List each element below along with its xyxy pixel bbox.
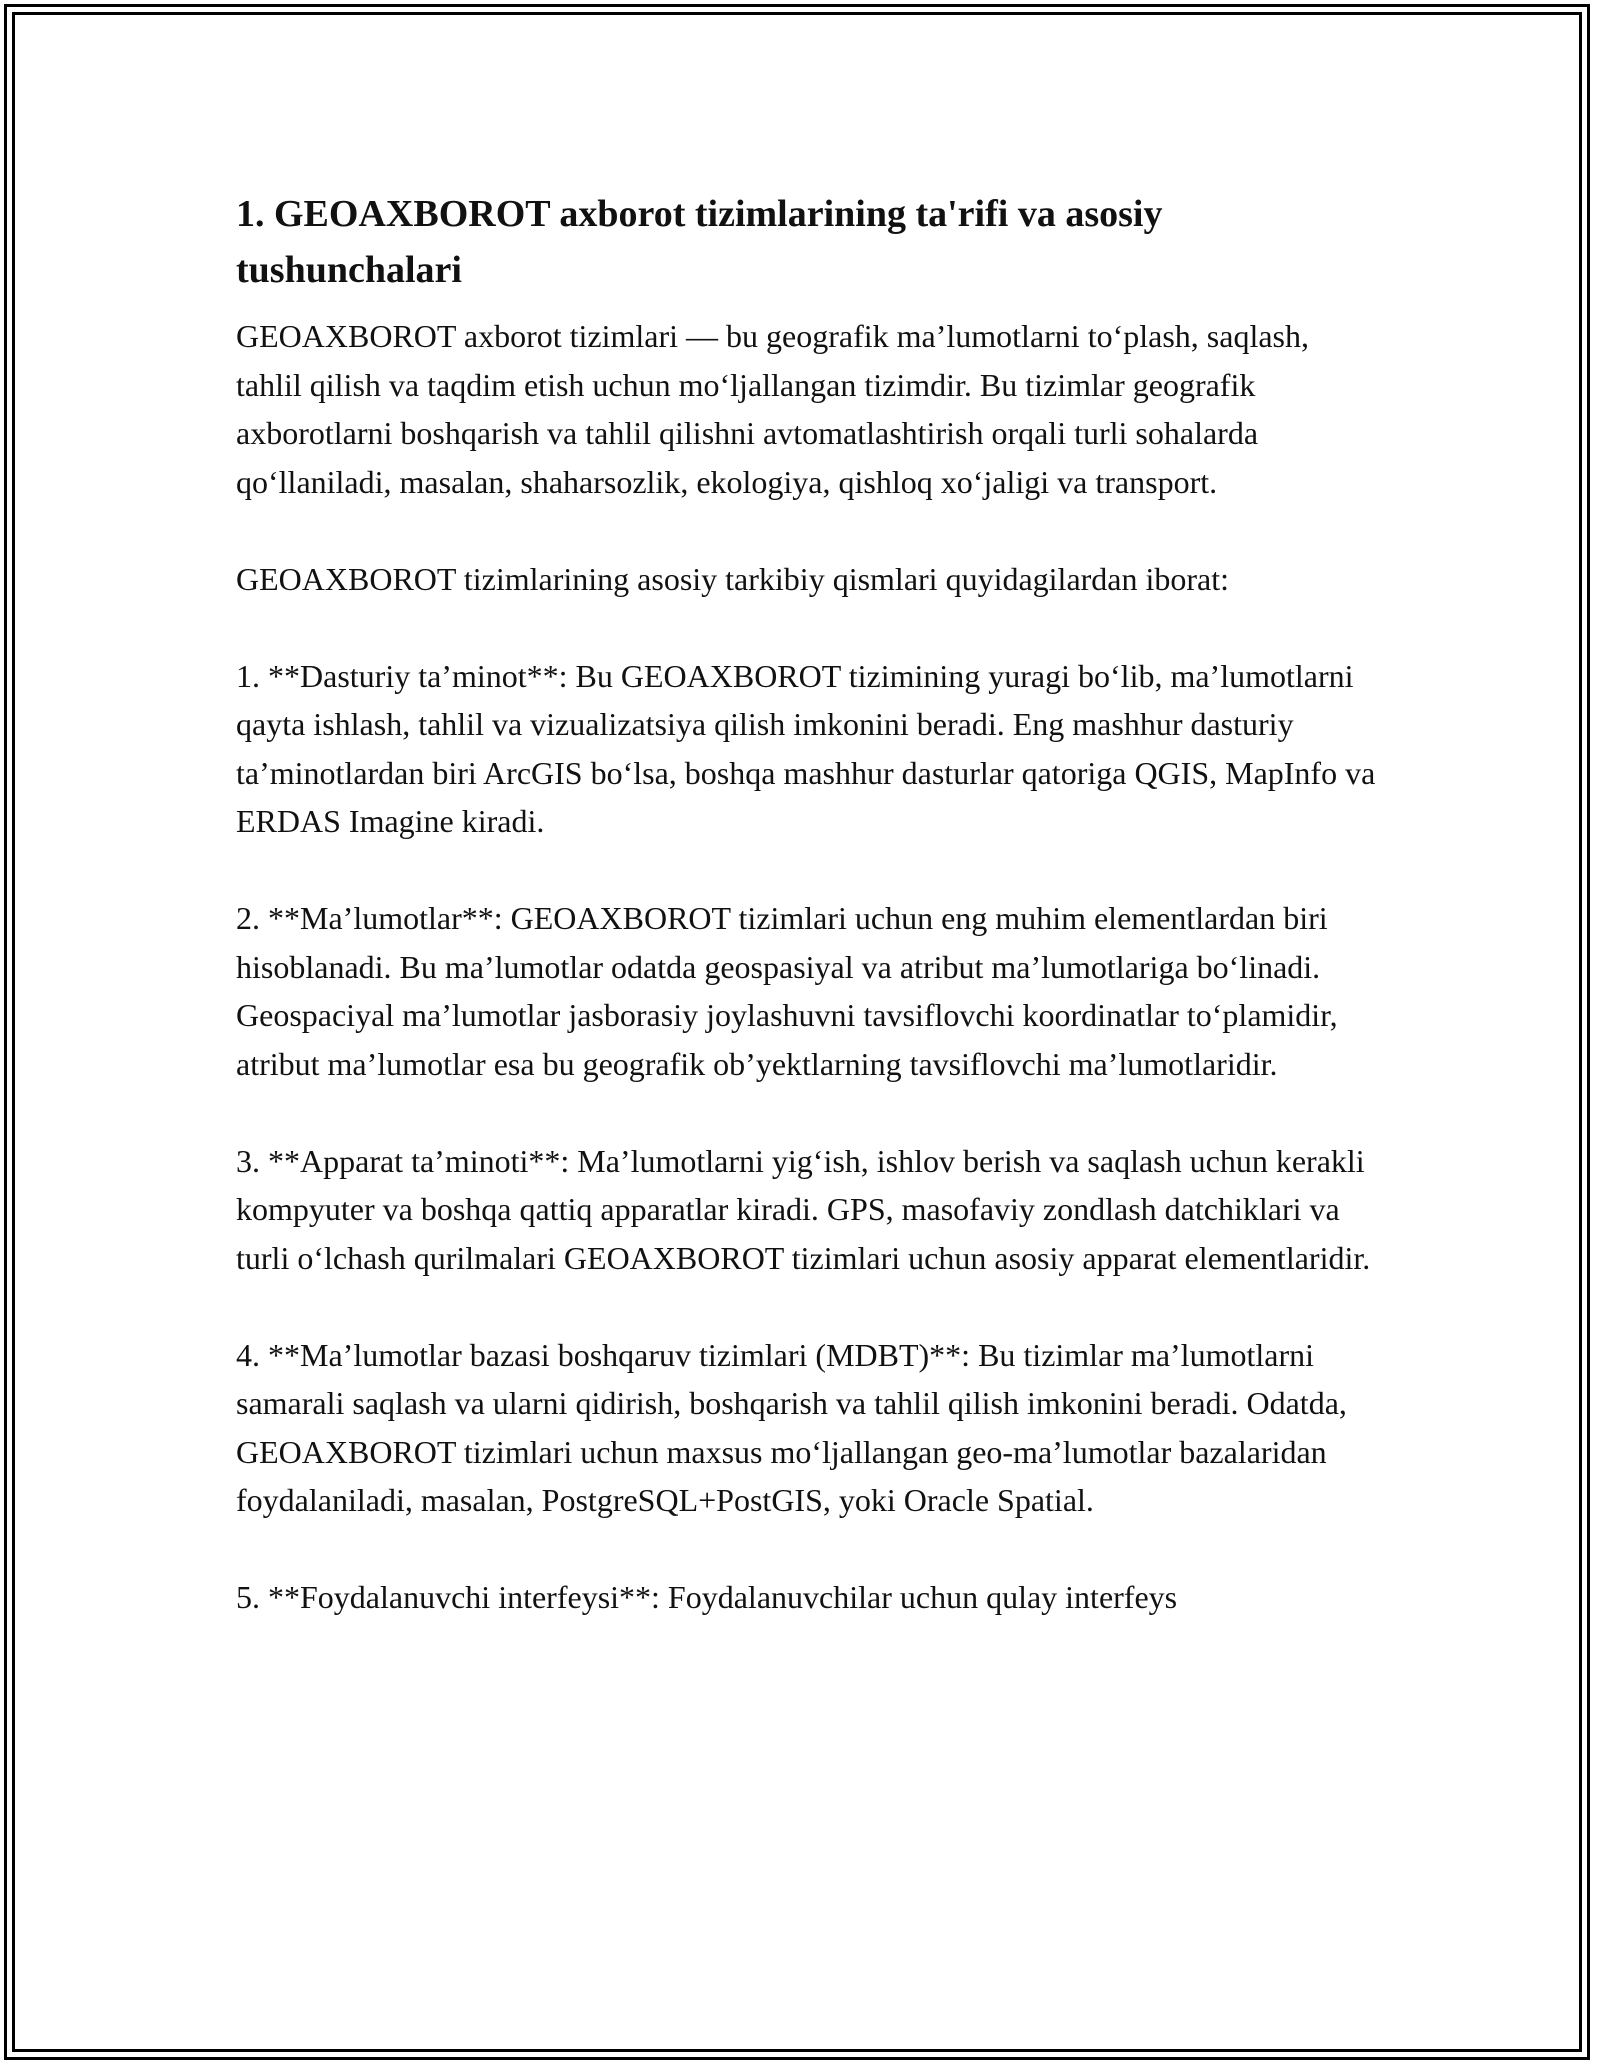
- section-heading: 1. GEOAXBOROT axborot tizimlarining ta'rifi va asosiy tushunchalari: [236, 193, 1163, 291]
- paragraph-components-intro: GEOAXBOROT tizimlarining asosiy tarkibiy qismlari quyidagilardan iborat:: [236, 560, 1230, 597]
- paragraph-definition: GEOAXBOROT axborot tizimlari — bu geografik ma’lumotlarni to‘plash, saqlash, tahlil qilish va taqdim etish uchun mo‘ljallangan tizimdir. Bu tizimlar geografik axborotlarni boshqarish va tahlil qilishni avtomatlashtirish orqali turli sohalarda qo‘llaniladi, masalan, shaharsozlik, ekologiya, qishloq xo‘jaligi va transport.: [236, 318, 1309, 500]
- list-item-dbms: 4. **Ma’lumotlar bazasi boshqaruv tizimlari (MDBT)**: Bu tizimlar ma’lumotlarni samarali saqlash va ularni qidirish, boshqarish va tahlil qilish imkonini beradi. Odatda, GEOAXBOROT tizimlari uchun maxsus mo‘ljallangan geo-ma’lumotlar bazalaridan foydalaniladi, masalan, PostgreSQL+PostGIS, yoki Oracle Spatial.: [236, 1336, 1347, 1518]
- list-item-hardware: 3. **Apparat ta’minoti**: Ma’lumotlarni yig‘ish, ishlov berish va saqlash uchun kerakli kompyuter va boshqa qattiq apparatlar kiradi. GPS, masofaviy zondlash datchiklari va turli o‘lchash qurilmalari GEOAXBOROT tizimlari uchun asosiy apparat elementlaridir.: [236, 1142, 1371, 1276]
- list-item-data: 2. **Ma’lumotlar**: GEOAXBOROT tizimlari uchun eng muhim elementlardan biri hisoblanadi. Bu ma’lumotlar odatda geospasiyal va atribut ma’lumotlariga bo‘linadi. Geospaciyal ma’lumotlar jasborasiy joylashuvni tavsiflovchi koordinatlar to‘plamidir, atribut ma’lumotlar esa bu geografik ob’yektlarning tavsiflovchi ma’lumotlaridir.: [236, 900, 1338, 1082]
- list-item-software: 1. **Dasturiy ta’minot**: Bu GEOAXBOROT tizimining yuragi bo‘lib, ma’lumotlarni qayta ishlash, tahlil va vizualizatsiya qilish imkonini beradi. Eng mashhur dasturiy ta’minotlardan biri ArcGIS bo‘lsa, boshqa mashhur dasturlar qatoriga QGIS, MapInfo va ERDAS Imagine kiradi.: [236, 657, 1376, 839]
- document-body: [236, 186, 1376, 1622]
- list-item-user-interface: 5. **Foydalanuvchi interfeysi**: Foydalanuvchilar uchun qulay interfeys: [236, 1579, 1178, 1615]
